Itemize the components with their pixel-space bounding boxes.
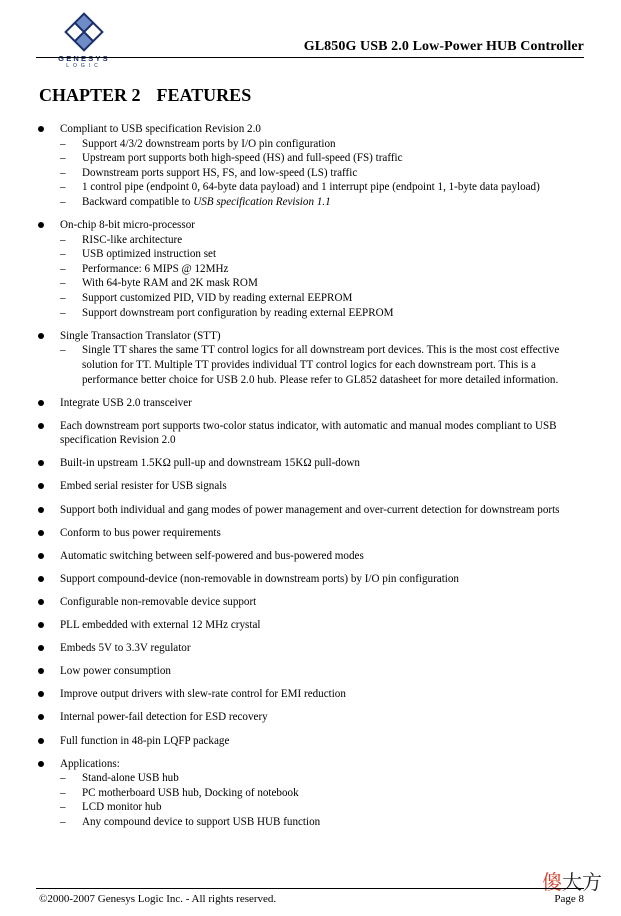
dash-icon: – [60, 233, 66, 246]
sub-feature-plain: 1 control pipe (endpoint 0, 64-byte data payload) and 1 interrupt pipe (endpoint 1, 1-byte data payload) [82, 181, 540, 194]
dash-icon: – [60, 152, 66, 165]
feature-text: Configurable non-removable device support [60, 595, 257, 608]
dash-icon: – [60, 248, 66, 261]
sub-feature-list [60, 233, 584, 321]
feature-text: PLL embedded with external 12 MHz crystal [60, 619, 261, 632]
sub-feature-plain: Backward compatible to [82, 195, 194, 208]
sub-feature-plain: Support customized PID, VID by reading external EEPROM [82, 292, 353, 305]
watermark-text: 大方 [562, 870, 602, 894]
sub-feature-plain: Performance: 6 MIPS @ 12MHz [82, 262, 229, 275]
dash-icon: – [60, 815, 66, 828]
feature-item [38, 641, 584, 656]
sub-feature-text [82, 815, 584, 830]
dash-icon: – [60, 786, 66, 799]
feature-text: Support compound-device (non-removable in downstream ports) by I/O pin configuration [60, 572, 459, 585]
bullet-icon [38, 645, 44, 651]
sub-feature-text [82, 306, 584, 321]
sub-feature-plain: Support 4/3/2 downstream ports by I/O pin configuration [82, 137, 336, 150]
sub-feature-text [82, 180, 584, 195]
dash-icon: – [60, 137, 66, 150]
sub-feature-plain: Any compound device to support USB HUB function [82, 815, 321, 828]
chapter-number: CHAPTER 2 [39, 85, 141, 105]
header-divider [36, 57, 584, 58]
sub-feature-item [60, 291, 584, 306]
sub-feature-text [82, 800, 584, 815]
sub-feature-list [60, 771, 584, 829]
feature-item [38, 757, 584, 830]
bullet-icon [38, 400, 44, 406]
sub-feature-text [82, 291, 584, 306]
bullet-icon [38, 668, 44, 674]
feature-item [38, 456, 584, 471]
dash-icon: – [60, 292, 66, 305]
feature-text: Support both individual and gang modes of power management and over-current detection for downstream ports [60, 503, 560, 516]
bullet-icon [38, 553, 44, 559]
feature-item [38, 710, 584, 725]
sub-feature-item [60, 262, 584, 277]
sub-feature-item [60, 195, 584, 210]
bullet-icon [38, 761, 44, 767]
feature-item [38, 526, 584, 541]
logo-diamond-icon [60, 10, 108, 54]
dash-icon: – [60, 195, 66, 208]
feature-item [38, 503, 584, 518]
bullet-icon [38, 738, 44, 744]
feature-item [38, 329, 584, 387]
footer-divider [36, 888, 584, 889]
sub-feature-item [60, 343, 584, 387]
sub-feature-text [82, 166, 584, 181]
feature-text: Integrate USB 2.0 transceiver [60, 396, 192, 409]
dash-icon: – [60, 344, 66, 357]
sub-feature-plain: Stand-alone USB hub [82, 772, 179, 785]
sub-feature-text [82, 262, 584, 277]
sub-feature-plain: Support downstream port configuration by reading external EEPROM [82, 306, 394, 319]
feature-text: Low power consumption [60, 665, 171, 678]
sub-feature-item [60, 166, 584, 181]
sub-feature-plain: Single TT shares the same TT control logics for all downstream port devices. This is the most cost effective solution for TT. Multiple TT provides individual TT control logics for each downstream port. This is a performance better choice for USB 2.0 hub. Please refer to GL852 datasheet for more detailed information. [82, 344, 560, 386]
feature-text: Embed serial resister for USB signals [60, 480, 227, 493]
feature-item [38, 122, 584, 210]
page-number: Page 8 [554, 893, 584, 905]
sub-feature-item [60, 276, 584, 291]
dash-icon: – [60, 166, 66, 179]
sub-feature-plain: Downstream ports support HS, FS, and low-speed (LS) traffic [82, 166, 358, 179]
sub-feature-plain: Upstream port supports both high-speed (HS) and full-speed (FS) traffic [82, 152, 403, 165]
bullet-icon [38, 622, 44, 628]
feature-text: Applications: [60, 757, 120, 770]
bullet-icon [38, 483, 44, 489]
sub-feature-plain: LCD monitor hub [82, 801, 162, 814]
sub-feature-item [60, 247, 584, 262]
sub-feature-plain: PC motherboard USB hub, Docking of notebook [82, 786, 299, 799]
dash-icon: – [60, 277, 66, 290]
feature-item [38, 479, 584, 494]
bullet-icon [38, 222, 44, 228]
genesys-logo [54, 10, 114, 72]
bullet-icon [38, 507, 44, 513]
feature-item [38, 618, 584, 633]
feature-text: Each downstream port supports two-color status indicator, with automatic and manual modes compliant to USB specification Revision 2.0 [60, 419, 557, 447]
feature-text: Embeds 5V to 3.3V regulator [60, 642, 191, 655]
document-title: GL850G USB 2.0 Low-Power HUB Controller [303, 39, 584, 54]
feature-text: Automatic switching between self-powered and bus-powered modes [60, 549, 364, 562]
sub-feature-plain: USB optimized instruction set [82, 248, 217, 261]
sub-feature-list [60, 343, 584, 387]
sub-feature-text [82, 195, 584, 210]
bullet-icon [38, 460, 44, 466]
watermark-char: 傻 [542, 870, 562, 894]
chapter-title: FEATURES [156, 85, 252, 105]
feature-item [38, 734, 584, 749]
bullet-icon [38, 333, 44, 339]
feature-item [38, 218, 584, 320]
bullet-icon [38, 423, 44, 429]
feature-item [38, 549, 584, 564]
copyright-notice: ©2000-2007 Genesys Logic Inc. - All rights reserved. [39, 893, 277, 905]
sub-feature-item [60, 180, 584, 195]
sub-feature-text [82, 247, 584, 262]
sub-feature-text [82, 276, 584, 291]
sub-feature-item [60, 800, 584, 815]
bullet-icon [38, 126, 44, 132]
dash-icon: – [60, 306, 66, 319]
watermark [542, 866, 602, 895]
sub-feature-text [82, 151, 584, 166]
sub-feature-item [60, 137, 584, 152]
feature-text: Built-in upstream 1.5KΩ pull-up and downstream 15KΩ pull-down [60, 457, 360, 470]
feature-item [38, 687, 584, 702]
sub-feature-item [60, 771, 584, 786]
sub-feature-text [82, 137, 584, 152]
feature-text: On-chip 8-bit micro-processor [60, 219, 195, 232]
feature-item [38, 572, 584, 587]
sub-feature-italic: USB specification Revision 1.1 [193, 195, 331, 208]
feature-text: Single Transaction Translator (STT) [60, 329, 221, 342]
feature-item [38, 396, 584, 411]
dash-icon: – [60, 801, 66, 814]
dash-icon: – [60, 262, 66, 275]
sub-feature-list [60, 137, 584, 210]
feature-item [38, 664, 584, 679]
bullet-icon [38, 714, 44, 720]
feature-item [38, 595, 584, 610]
sub-feature-text [82, 786, 584, 801]
logo-subtext: LOGIC [66, 63, 102, 69]
feature-text: Full function in 48-pin LQFP package [60, 734, 230, 747]
sub-feature-text [82, 771, 584, 786]
sub-feature-plain: RISC-like architecture [82, 233, 183, 246]
sub-feature-item [60, 815, 584, 830]
sub-feature-item [60, 786, 584, 801]
dash-icon: – [60, 772, 66, 785]
chapter-heading [39, 85, 251, 106]
sub-feature-plain: With 64-byte RAM and 2K mask ROM [82, 277, 258, 290]
bullet-icon [38, 599, 44, 605]
feature-text: Internal power-fail detection for ESD recovery [60, 711, 268, 724]
sub-feature-item [60, 233, 584, 248]
sub-feature-item [60, 151, 584, 166]
feature-text: Compliant to USB specification Revision 2.0 [60, 123, 261, 135]
feature-item [38, 419, 584, 448]
bullet-icon [38, 691, 44, 697]
logo-text: GENESYS [58, 54, 110, 63]
feature-list [38, 122, 584, 838]
bullet-icon [38, 530, 44, 536]
feature-text: Improve output drivers with slew-rate control for EMI reduction [60, 688, 346, 701]
dash-icon: – [60, 181, 66, 194]
feature-text: Conform to bus power requirements [60, 526, 221, 539]
sub-feature-text [82, 343, 584, 387]
sub-feature-text [82, 233, 584, 248]
bullet-icon [38, 576, 44, 582]
sub-feature-item [60, 306, 584, 321]
